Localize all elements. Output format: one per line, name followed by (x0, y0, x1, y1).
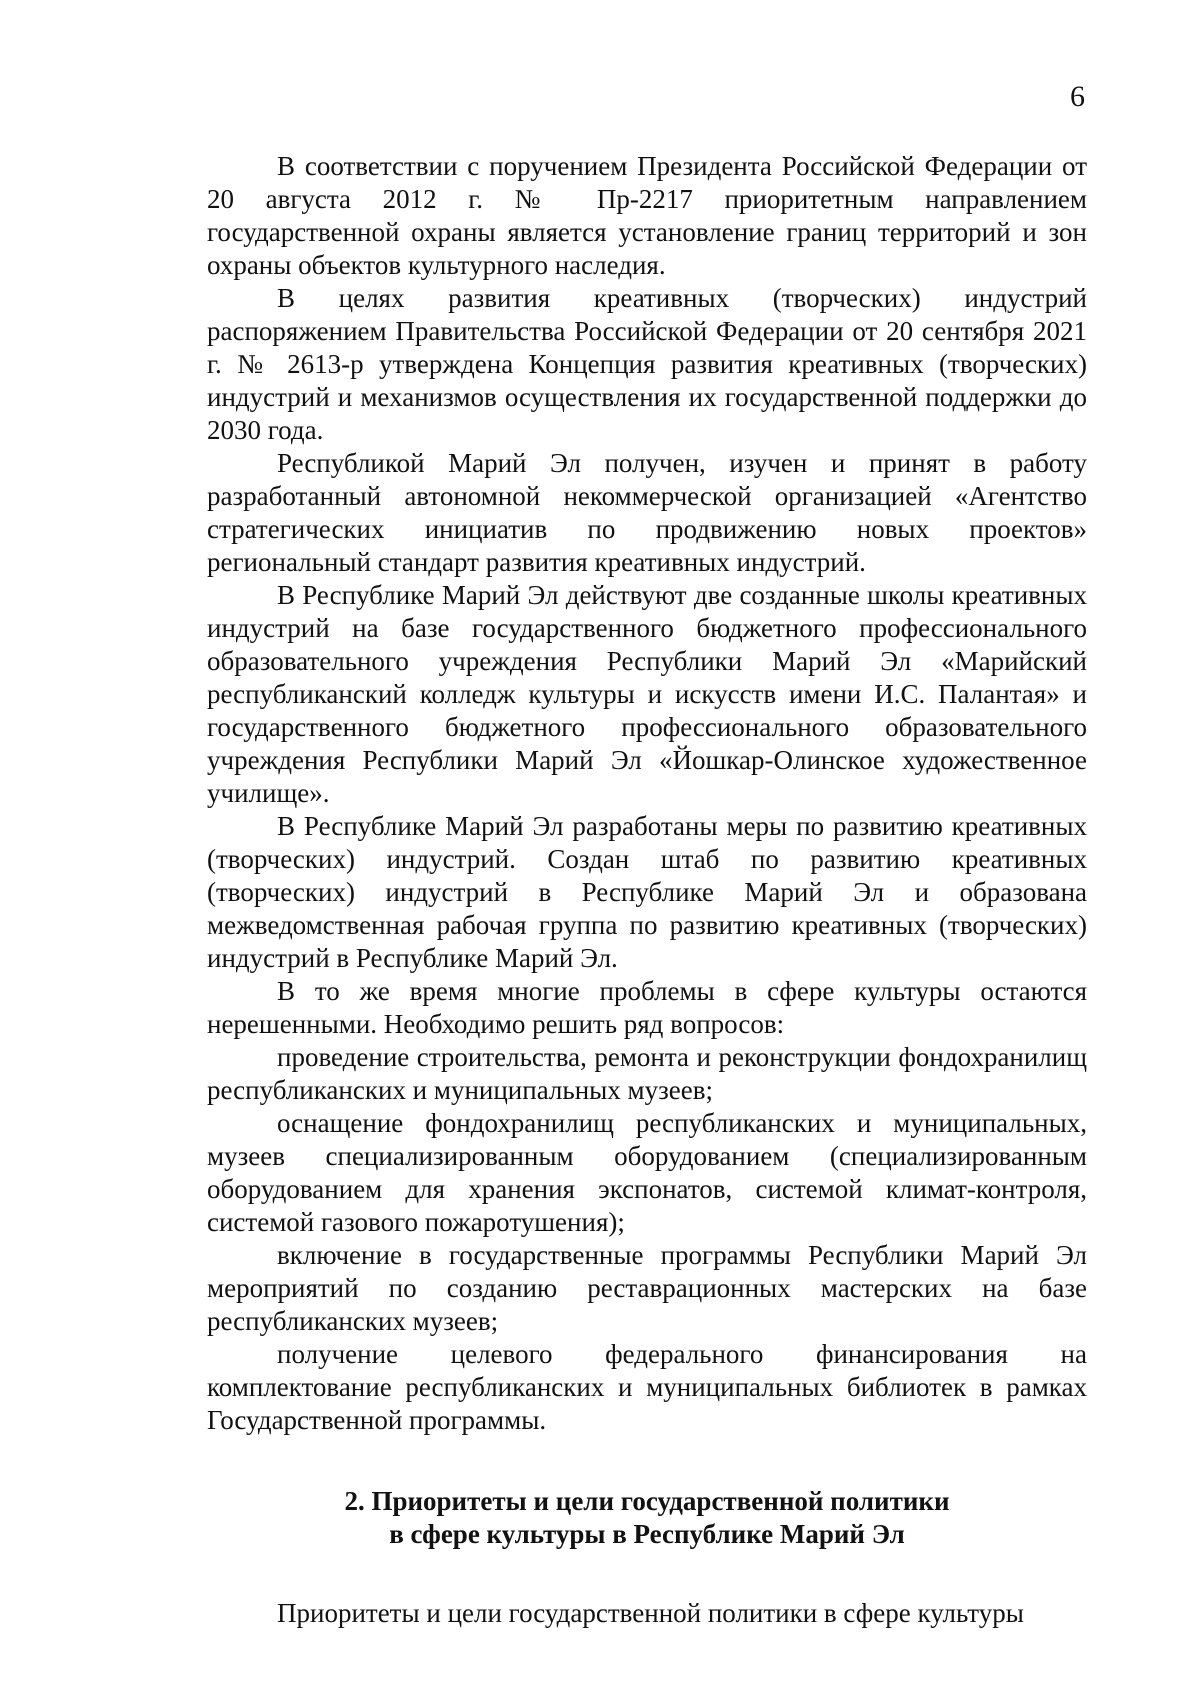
paragraph-3: Республикой Марий Эл получен, изучен и принят в работу разработанный автономной некоммерческой организацией «Агентство стратегических инициатив по продвижению новых проектов» региональный стандарт развития креативных индустрий. (207, 448, 1087, 577)
page-number: 6 (1070, 80, 1085, 113)
paragraph-5: В Республике Марий Эл разработаны меры по развитию креативных (творческих) индустрий. Создан штаб по развитию креативных (творческих) индустрий в Республике Марий Эл и образована межведомственная рабочая группа по развитию креативных (творческих) индустрий в Республике Марий Эл. (207, 811, 1087, 973)
list-item-equipment: оснащение фондохранилищ республиканских и муниципальных, музеев специализированным оборудованием (специализированным оборудованием для хранения экспонатов, системой климат-контроля, системой газового пожаротушения); (207, 1108, 1087, 1237)
list-item-construction: проведение строительства, ремонта и реконструкции фондохранилищ республиканских и муниципальных музеев; (207, 1042, 1087, 1105)
paragraph-6: В то же время многие проблемы в сфере культуры остаются нерешенными. Необходимо решить ряд вопросов: (207, 976, 1087, 1039)
paragraph-1: В соответствии с поручением Президента Российской Федерации от 20 августа 2012 г. № Пр-2217 приоритетным направлением государственной охраны является установление границ территорий и зон охраны объектов культурного наследия. (207, 151, 1087, 280)
section-title-line-1: 2. Приоритеты и цели государственной политики (344, 1486, 950, 1516)
paragraph-4: В Республике Марий Эл действуют две созданные школы креативных индустрий на базе государственного бюджетного профессионального образовательного учреждения Республики Марий Эл «Марийский республиканский колледж культуры и искусств имени И.С. Палантая» и государственного бюджетного профессионального образовательного учреждения Республики Марий Эл «Йошкар-Олинское художественное училище». (207, 580, 1087, 808)
section-title (207, 1485, 1087, 1551)
list-item-financing: получение целевого федерального финансирования на комплектование республиканских и муниципальных библиотек в рамках Государственной программы. (207, 1339, 1087, 1435)
section-first-line: Приоритеты и цели государственной политики в сфере культуры (277, 1598, 1024, 1628)
document-body (207, 150, 1087, 1630)
list-item-restoration: включение в государственные программы Республики Марий Эл мероприятий по созданию реставрационных мастерских на базе республиканских музеев; (207, 1240, 1087, 1336)
paragraph-2: В целях развития креативных (творческих) индустрий распоряжением Правительства Российской Федерации от 20 сентября 2021 г. № 2613-р утверждена Концепция развития креативных (творческих) индустрий и механизмов осуществления их государственной поддержки до 2030 года. (207, 283, 1087, 445)
section-title-line-2: в сфере культуры в Республике Марий Эл (389, 1519, 905, 1549)
